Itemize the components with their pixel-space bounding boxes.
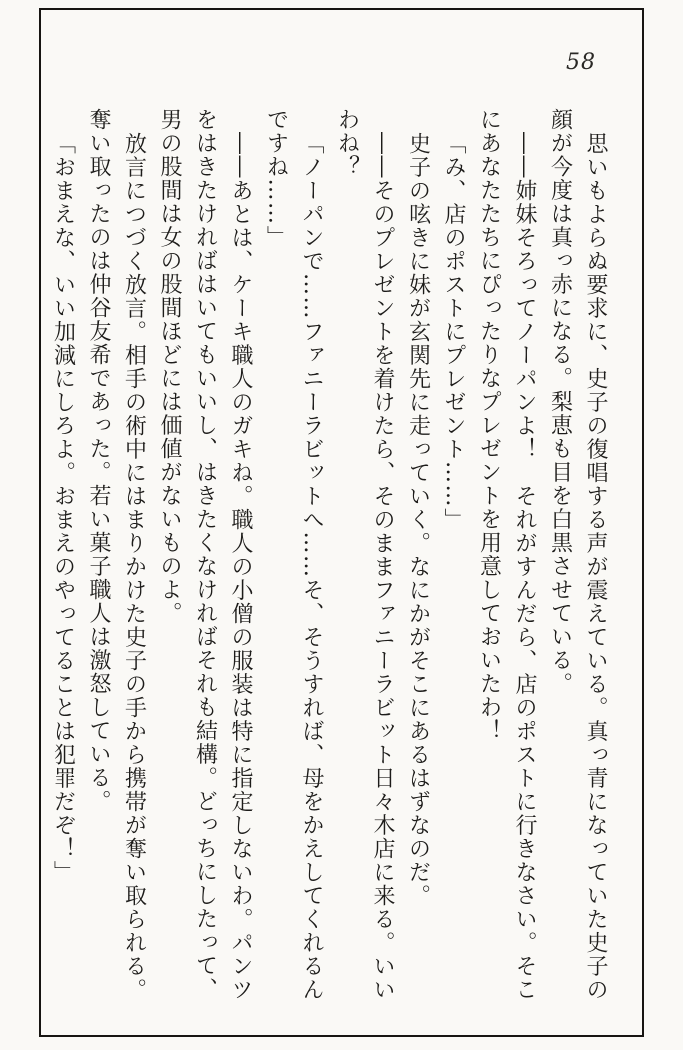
text-column: 「おまえな、いい加減にしろよ。おまえのやってることは犯罪だぞ！」 <box>50 132 76 884</box>
text-column: 放言につづく放言。相手の術中にはまりかけた史子の手から携帯が奪い取られる。 <box>121 132 147 1002</box>
text-column: 史子の呟きに妹が玄関先に走っていく。なにかがそこにあるはずなのだ。 <box>405 132 431 908</box>
text-column: ――そのプレゼントを着けたら、そのままファニーラビット日々木店に来る。いい <box>370 132 395 1002</box>
text-column: 「み、店のポストにプレゼント……」 <box>441 132 466 532</box>
text-column: わね？ <box>334 108 360 179</box>
text-column: 奪い取ったのは仲谷友希であった。若い菓子職人は激怒している。 <box>86 108 111 813</box>
text-columns <box>45 108 613 1008</box>
text-column: 「ノーパンで……ファニーラビットへ……そ、そうすれば、母をかえしてくれるん <box>299 132 324 1002</box>
page-number: 58 <box>566 50 596 75</box>
text-column: 男の股間は女の股間ほどには価値がないものよ。 <box>157 108 182 625</box>
text-column: 顔が今度は真っ赤になる。梨恵も目を白黒させている。 <box>547 108 573 696</box>
text-column: にあなたたちにぴったりなプレゼントを用意しておいたわ！ <box>476 108 502 743</box>
text-column: ――姉妹そろってノーパンよ！ それがすんだら、店のポストに行きなさい。そこ <box>512 132 537 1002</box>
text-column: ――あとは、ケーキ職人のガキね。職人の小僧の服装は特に指定しないわ。パンツ <box>228 132 253 1002</box>
text-column: 思いもよらぬ要求に、史子の復唱する声が震えている。真っ青になっていた史子の <box>583 132 608 1002</box>
text-column: ですね……」 <box>263 108 289 249</box>
text-column: をはきたければはいてもいいし、はきたくなければそれも結構。どっちにしたって、 <box>192 108 218 1001</box>
